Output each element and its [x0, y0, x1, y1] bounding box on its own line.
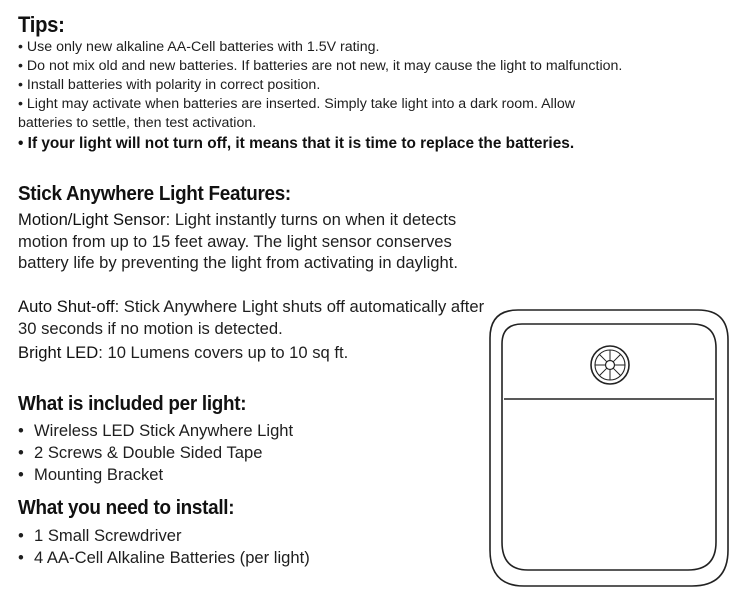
bullet: •	[18, 39, 23, 55]
bullet: •	[18, 526, 24, 545]
bullet: •	[18, 96, 23, 112]
list-item	[18, 420, 293, 442]
included-heading: What is included per light:	[18, 392, 247, 415]
bullet: •	[18, 77, 23, 93]
bullet: •	[18, 548, 24, 567]
tip-item	[18, 76, 320, 95]
tip-item	[18, 57, 622, 76]
features-heading: Stick Anywhere Light Features:	[18, 182, 291, 205]
tip-item-continuation	[18, 114, 256, 133]
tip-emphasis-text: If your light will not turn off, it means that it is time to replace the batteries.	[27, 135, 575, 152]
sensor-center	[606, 361, 615, 370]
tips-heading: Tips:	[18, 12, 65, 37]
install-heading: What you need to install:	[18, 496, 235, 519]
feature-label: Motion/Light Sensor	[18, 210, 166, 229]
feature-text: : 10 Lumens covers up to 10 sq ft.	[98, 343, 349, 362]
feature-auto-shutoff	[18, 296, 496, 339]
list-item-text: 4 AA-Cell Alkaline Batteries (per light)	[34, 548, 310, 567]
list-item-text: 1 Small Screwdriver	[34, 526, 182, 545]
motion-sensor-light-icon	[484, 304, 736, 597]
feature-bright-led	[18, 342, 496, 364]
list-item	[18, 464, 163, 486]
feature-motion	[18, 209, 496, 274]
bullet: •	[18, 443, 24, 462]
tip-item	[18, 38, 379, 57]
tip-text: batteries to settle, then test activation.	[18, 115, 257, 131]
list-item	[18, 442, 262, 464]
bullet: •	[18, 465, 24, 484]
tip-text: Use only new alkaline AA-Cell batteries with 1.5V rating.	[26, 39, 380, 55]
device-outer-housing	[490, 310, 728, 586]
tip-text: Do not mix old and new batteries. If batteries are not new, it may cause the light to malfunction.	[26, 58, 623, 74]
list-item	[18, 547, 310, 569]
feature-text: : Light instantly turns on when it detects motion from up to 15 feet away. The light sensor conserves battery life by preventing the light from activating in daylight.	[18, 210, 458, 273]
bullet: •	[18, 58, 23, 74]
feature-text: : Stick Anywhere Light shuts off automatically after 30 seconds if no motion is detected.	[18, 297, 485, 338]
bullet: •	[18, 135, 24, 152]
feature-label: Bright LED	[18, 343, 99, 362]
list-item-text: Mounting Bracket	[34, 465, 164, 484]
list-item	[18, 525, 182, 547]
tip-item	[18, 95, 575, 114]
bullet: •	[18, 421, 24, 440]
tip-text: Light may activate when batteries are inserted. Simply take light into a dark room. Allow	[26, 96, 575, 112]
tip-text: Install batteries with polarity in correct position.	[26, 77, 321, 93]
feature-label: Auto Shut-off	[18, 297, 115, 316]
tip-emphasis	[18, 134, 574, 153]
sensor-facets	[595, 350, 625, 380]
list-item-text: Wireless LED Stick Anywhere Light	[34, 421, 294, 440]
list-item-text: 2 Screws & Double Sided Tape	[34, 443, 263, 462]
